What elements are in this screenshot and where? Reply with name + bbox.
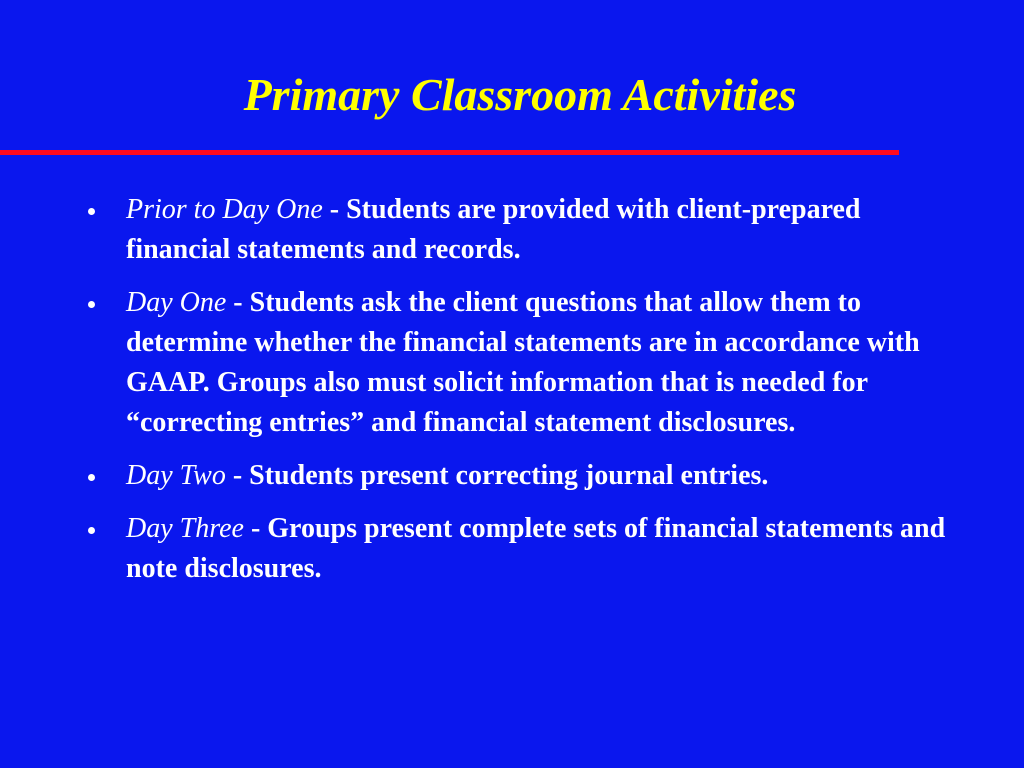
bullet-item-day-three xyxy=(86,509,946,589)
bullet-dot-icon xyxy=(88,208,95,215)
bullet-text: - Groups present complete sets of financial statements and note disclosures. xyxy=(126,513,946,584)
bullet-list xyxy=(86,190,946,602)
bullet-item-day-two xyxy=(86,456,946,496)
bullet-dot-icon xyxy=(88,301,95,308)
title-divider xyxy=(0,150,899,155)
bullet-dot-icon xyxy=(88,527,95,534)
bullet-lead: Day One xyxy=(126,287,227,318)
bullet-item-prior-to-day-one xyxy=(86,190,946,270)
bullet-item-day-one xyxy=(86,283,946,443)
bullet-text: - Students ask the client questions that allow them to determine whether the financial statements are in accordance with GAAP. Groups also must solicit information that is needed for “correcting entries” and financial statement disclosures. xyxy=(126,287,920,438)
bullet-text: - Students are provided with client-prepared financial statements and records. xyxy=(126,194,861,265)
bullet-lead: Day Two xyxy=(126,460,226,491)
bullet-text: - Students present correcting journal entries. xyxy=(225,460,769,491)
bullet-lead: Day Three xyxy=(126,513,244,544)
slide-title: Primary Classroom Activities xyxy=(243,69,797,120)
bullet-dot-icon xyxy=(88,474,95,481)
bullet-lead: Prior to Day One xyxy=(126,194,323,225)
